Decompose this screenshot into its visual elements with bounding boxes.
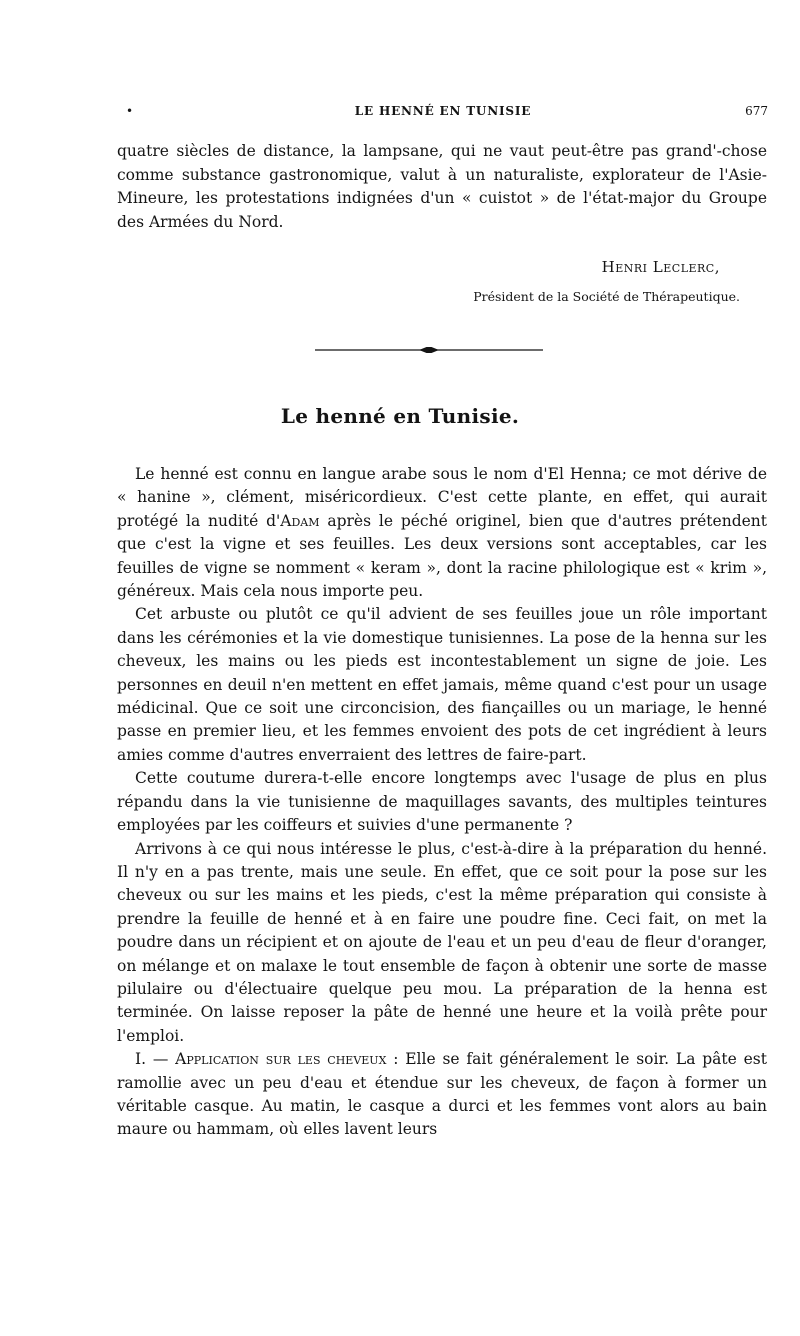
running-head-title: LE HENNÉ EN TUNISIE [354, 104, 532, 118]
paragraph [117, 838, 767, 1049]
paragraph [117, 603, 767, 767]
smallcaps-run: Adam [280, 511, 320, 530]
smallcaps-run: Application sur les cheveux [175, 1050, 387, 1069]
section-separator [315, 347, 543, 353]
text-run: après le péché originel, bien que d'autres prétendent que c'est la vigne et ses feuilles. Les deux versions sont acceptables, car les feuilles de vigne se nomment « keram », dont la racine philologique est « krim », généreux. Mais cela nous importe peu. [117, 511, 767, 601]
article-body [117, 463, 767, 1142]
text-run: Le henné est connu en langue arabe sous le nom d'El Henna; ce mot dérive de « hanine », clément, miséricordieux. C'est cette plante, en effet, qui aurait protégé la nudité d' [117, 465, 767, 530]
running-head [118, 104, 768, 124]
text-run: Cet arbuste ou plutôt ce qu'il advient de ses feuilles joue un rôle important dans les cérémonies et la vie domestique tunisiennes. La pose de la henna sur les cheveux, les mains ou les pieds est incontestablement un signe de joie. Les personnes en deuil n'en mettent en effet jamais, même quand c'est pour un usage médicinal. Que ce soit une circoncision, des fiançailles ou un mariage, le henné passe en premier lieu, et les femmes envoient des pots de cet ingrédient à leurs amies comme d'autres enverraient des lettres de faire-part. [117, 605, 767, 764]
text-run: I. — [135, 1050, 176, 1069]
paragraph [117, 1048, 767, 1142]
author-affiliation: Président de la Société de Thérapeutique. [473, 289, 740, 304]
paragraph [117, 767, 767, 837]
text-run: Cette coutume durera-t-elle encore longtemps avec l'usage de plus en plus répandu dans la vie tunisienne de maquillages savants, des multiples teintures employées par les coiffeurs et suivies d'une permanente ? [117, 769, 767, 835]
text-run: : Elle se fait généralement le soir. La pâte est ramollie avec un peu d'eau et étendue sur les cheveux, de façon à former un véritable casque. Au matin, le casque a durci et les femmes vont alors au bain maure ou hammam, où elles lavent leurs [117, 1050, 767, 1139]
paragraph [117, 463, 767, 603]
closing-paragraph: quatre siècles de distance, la lampsane, qui ne vaut peut-être pas grand'-chose comme substance gastronomique, valut à un naturaliste, explorateur de l'Asie-Mineure, les protestations indignées d'un « cuistot » de l'état-major du Groupe des Armées du Nord. [117, 142, 767, 231]
diamond-ornament-icon [419, 347, 439, 353]
running-head-dot: • [126, 104, 134, 118]
text-run: Arrivons à ce qui nous intéresse le plus, c'est-à-dire à la préparation du henné. Il n'y en a pas trente, mais une seule. En effet, que ce soit pour la pose sur les cheveux ou sur les mains et les pieds, c'est la même préparation qui consiste à prendre la feuille de henné et à en faire une poudre fine. Ceci fait, on met la poudre dans un récipient et on ajoute de l'eau et un peu d'eau de fleur d'oranger, on mélange et on malaxe le tout ensemble de façon à obtenir une sorte de masse pilulaire ou d'électuaire quelque peu mou. La préparation de la henna est terminée. On laisse reposer la pâte de henné une heure et la voilà prête pour l'emploi. [117, 839, 767, 1045]
previous-article-ending [117, 140, 767, 234]
article-title: Le henné en Tunisie. [280, 404, 520, 428]
page-number: 677 [745, 104, 768, 118]
author-signature: Henri Leclerc, [601, 258, 720, 276]
